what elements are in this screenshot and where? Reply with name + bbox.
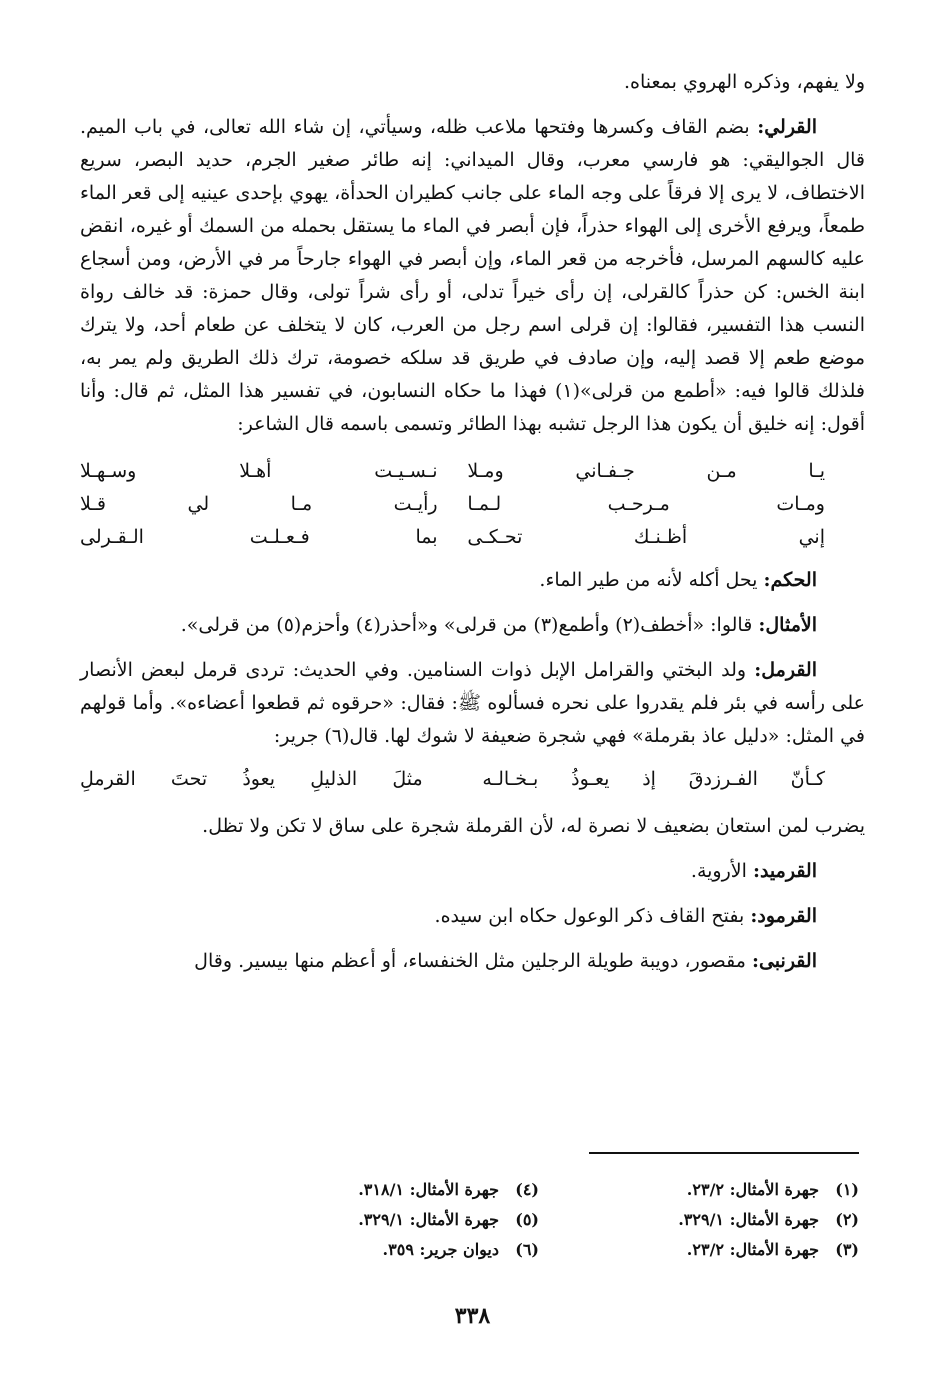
hemistich-right: كـأنّ الفـرزدقَ إذ يعـوذُ بـخـالـه xyxy=(482,768,825,790)
footnote xyxy=(539,1240,859,1270)
paragraph-hukm xyxy=(80,564,865,597)
poem-jarir xyxy=(80,763,865,796)
footnote xyxy=(219,1180,539,1210)
term-qirnabi: القرنبى: xyxy=(751,950,817,972)
text-qirli: بضم القاف وكسرها وفتحها ملاعب ظله، وسيأتي، إن شاء الله تعالى، في باب الميم. قال الجواليقي: هو فارسي معرب، وقال الميداني: إنه طائر صغير الجرم، حديد البصر، سريع الاختطاف، لا يرى إلا فرقاً على وجه الماء على جانب كطيران الحدأة، يهوي بإحدى عينيه إلى قعر الماء طمعاً، ويرفع الأخرى إلى الهواء حذراً، فإن أبصر في الماء ما يستقل بحمله من السمك أو غيره، انقض عليه كالسهم المرسل، فأخرجه من قعر الماء، وإن أبصر في الهواء جارحاً مر في الأرض، ومن أسجاع ابنة الخس: كن حذراً كالقرلى، إن رأى خيراً تدلى، أو رأى شراً تولى، وقال حمزة: قد خالف رواة النسب هذا التفسير، فقالوا: إن قرلى اسم رجل من العرب، كان لا يتخلف عن طعام أحد، ولا يترك موضع طعم إلا قصد إليه، وإن صادف في طريق قد سلكه خصومة، ترك ذلك الطريق ولم يمر به، فلذلك قالوا فيه: «أطمع من قرلى»(١) فهذا ما حكاه النسابون، في تفسير هذا المثل، ثم قال: وأنا أقول: إنه خليق أن يكون هذا الرجل تشبه بهذا الطائر وتسمى باسمه قال الشاعر: xyxy=(80,116,865,435)
footnote-number: (٦) xyxy=(515,1240,539,1259)
verse-line xyxy=(80,521,825,554)
text-amthal: قالوا: «أخطف(٢) وأطمع(٣) من قرلى» و«أحذر(٤) وأحزم(٥) من قرلى». xyxy=(180,614,759,636)
hemistich-right: ومـات مـرحـب لـمـا xyxy=(467,493,825,515)
hemistich-left: بما فـعـلـت الـقـرلى xyxy=(80,526,438,548)
text-qirmil: ولد البختي والقرامل الإبل ذوات السنامين. وفي الحديث: تردى قرمل لبعض الأنصار على رأسه في بئر فلم يقدروا على نحره فسألوه ﷺ: فقال: «حرقوه ثم قطعوا أعضاءه». وأما قولهم في المثل: «دليل عاذ بقرملة» فهي شجرة ضعيفة لا شوك لها. قال(٦) جرير: xyxy=(80,659,865,747)
footnote xyxy=(219,1210,539,1240)
footnotes xyxy=(219,1180,859,1270)
page-number: ٣٣٨ xyxy=(454,1303,491,1329)
hemistich-right: يـا مـن جـفـاني ومـلا xyxy=(467,460,825,482)
term-hukm: الحكم: xyxy=(763,569,817,591)
footnote-text: ديوان جرير: ٣٥٩. xyxy=(382,1240,499,1259)
footnote-text: جهرة الأمثال: ٢٣/٢. xyxy=(686,1180,819,1199)
hemistich-left: رأيـت مـا لي قـلا xyxy=(80,493,438,515)
footnote-number: (١) xyxy=(835,1180,859,1199)
hemistich-right: إني أظـنـك تحـكـى xyxy=(467,526,825,548)
text-qirnabi: مقصور، دويبة طويلة الرجلين مثل الخنفساء، أو أعظم منها بيسير. وقال xyxy=(194,950,752,972)
paragraph-qirmud xyxy=(80,900,865,933)
footnote xyxy=(539,1210,859,1240)
term-qirmud: القرمود: xyxy=(750,905,817,927)
paragraph-qirli xyxy=(80,111,865,441)
text-qirmud: بفتح القاف ذكر الوعول حكاه ابن سيده. xyxy=(434,905,751,927)
footnote-text: جهرة الأمثال: ٢٣/٢. xyxy=(686,1240,819,1259)
paragraph-amthal xyxy=(80,609,865,642)
hemistich-left: مثلَ الذليلِ يعوذُ تحتَ القرملِ xyxy=(80,768,423,790)
footnote-number: (٣) xyxy=(835,1240,859,1259)
footnote-text: جهرة الأمثال: ٣٢٩/١. xyxy=(358,1210,499,1229)
text-qirmid: الأروية. xyxy=(690,860,753,882)
footnote-text: جهرة الأمثال: ٣٢٩/١. xyxy=(678,1210,819,1229)
term-qirmid: القرميد: xyxy=(752,860,817,882)
paragraph-continuation: ولا يفهم، وذكره الهروي بمعناه. xyxy=(623,71,865,93)
verse-line xyxy=(80,488,825,521)
paragraph-qirmil xyxy=(80,654,865,753)
term-qirmil: القرمل: xyxy=(754,659,817,681)
footnote-divider xyxy=(589,1152,859,1154)
footnote xyxy=(539,1180,859,1210)
footnote-text: جهرة الأمثال: ٣١٨/١. xyxy=(358,1180,499,1199)
main-text xyxy=(80,66,865,978)
verse-line xyxy=(80,455,825,488)
footnote-number: (٥) xyxy=(515,1210,539,1229)
paragraph-qirnabi xyxy=(80,945,865,978)
footnote xyxy=(219,1240,539,1270)
hemistich-left: نـسـيـت أهـلا وسـهـلا xyxy=(80,460,438,482)
poem-qirli xyxy=(80,455,865,554)
term-qirli: القرلي: xyxy=(757,116,817,138)
text-hukm: يحل أكله لأنه من طير الماء. xyxy=(539,569,764,591)
term-amthal: الأمثال: xyxy=(758,614,817,636)
footnote-number: (٤) xyxy=(515,1180,539,1199)
paragraph-yudrab: يضرب لمن استعان بضعيف لا نصرة له، لأن القرملة شجرة على ساق لا تكن ولا تظل. xyxy=(202,815,865,837)
footnote-number: (٢) xyxy=(835,1210,859,1229)
paragraph-qirmid xyxy=(80,855,865,888)
